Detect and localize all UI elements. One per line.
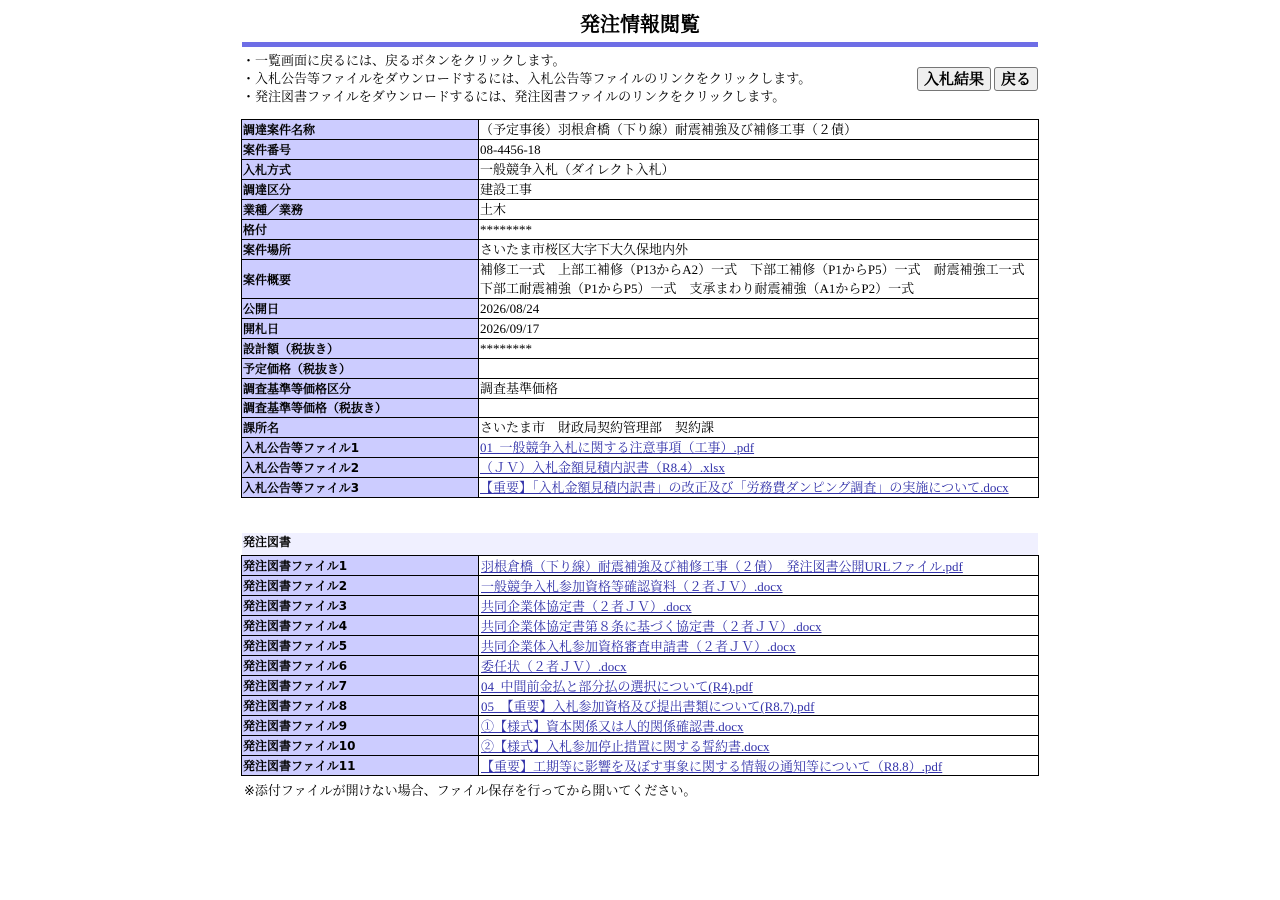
- field-value: 08-4456-18: [479, 140, 1039, 160]
- field-label: 発注図書ファイル9: [242, 716, 479, 736]
- details-table: [241, 119, 1039, 498]
- field-label: 調達案件名称: [242, 120, 479, 140]
- drawing-file-link[interactable]: 【重要】工期等に影響を及ぼす事象に関する情報の通知等について（R8.8）.pdf: [481, 759, 943, 775]
- field-value: [479, 260, 1039, 299]
- drawing-file-link[interactable]: 共同企業体協定書（２者ＪＶ）.docx: [481, 599, 692, 615]
- page-title: 発注情報閲覧: [580, 12, 700, 36]
- field-label: 入札方式: [242, 160, 479, 180]
- field-label: 設計額（税抜き）: [242, 339, 479, 359]
- drawings-table: [241, 555, 1039, 776]
- notice-file-link[interactable]: （ＪＶ）入札金額見積内訳書（R8.4）.xlsx: [480, 460, 725, 476]
- detail-row-design-amount: [242, 339, 1039, 359]
- field-label: 発注図書ファイル11: [242, 756, 479, 776]
- field-value: [479, 636, 1039, 656]
- detail-row-survey-price-category: [242, 378, 1039, 398]
- field-value: [479, 398, 1039, 418]
- drawing-file-row: [242, 756, 1039, 776]
- drawing-file-row: [242, 616, 1039, 636]
- detail-row-procurement-category: [242, 180, 1039, 200]
- field-label: 入札公告等ファイル1: [242, 438, 479, 458]
- drawing-file-row: [242, 596, 1039, 616]
- detail-row-business-type: [242, 200, 1039, 220]
- field-label: 業種／業務: [242, 200, 479, 220]
- field-value: [479, 596, 1039, 616]
- detail-row-location: [242, 240, 1039, 260]
- field-value: [479, 576, 1039, 596]
- drawing-file-link[interactable]: ①【様式】資本関係又は人的関係確認書.docx: [481, 719, 744, 735]
- drawing-file-link[interactable]: ②【様式】入札参加停止措置に関する誓約書.docx: [481, 739, 770, 755]
- field-label: 案件概要: [242, 260, 479, 299]
- field-label: 発注図書ファイル1: [242, 556, 479, 576]
- field-label: 開札日: [242, 319, 479, 339]
- footer-note: ※添付ファイルが開けない場合、ファイル保存を行ってから開いてください。: [244, 784, 697, 800]
- field-value: [479, 438, 1039, 458]
- drawing-file-row: [242, 636, 1039, 656]
- summary-line: 下部工耐震補強（P1からP5）一式 支承まわり耐震補強（A1からP2）一式: [480, 281, 915, 296]
- field-label: 発注図書ファイル6: [242, 656, 479, 676]
- drawing-file-link[interactable]: 04_中間前金払と部分払の選択について(R4).pdf: [481, 679, 753, 695]
- field-value: 2026/09/17: [479, 319, 1039, 339]
- detail-row-survey-price: [242, 398, 1039, 418]
- field-value: [479, 756, 1039, 776]
- field-value: ********: [479, 339, 1039, 359]
- field-label: 入札公告等ファイル2: [242, 458, 479, 478]
- field-value: [479, 676, 1039, 696]
- field-value: 建設工事: [479, 180, 1039, 200]
- field-value: [479, 458, 1039, 478]
- instructions: [242, 53, 811, 107]
- field-label: 調達区分: [242, 180, 479, 200]
- field-value: [479, 716, 1039, 736]
- field-label: 案件場所: [242, 240, 479, 260]
- field-label: 発注図書ファイル4: [242, 616, 479, 636]
- drawing-file-row: [242, 576, 1039, 596]
- field-value: [479, 616, 1039, 636]
- bid-results-button[interactable]: 入札結果: [917, 67, 991, 91]
- instruction-line: ・入札公告等ファイルをダウンロードするには、入札公告等ファイルのリンクをクリックします。: [242, 72, 812, 87]
- detail-row-notice-file-2: [242, 458, 1039, 478]
- drawing-file-link[interactable]: 羽根倉橋（下り線）耐震補強及び補修工事（２債）_発注図書公開URLファイル.pdf: [481, 559, 963, 575]
- field-label: 調査基準等価格（税抜き）: [242, 398, 479, 418]
- drawing-file-row: [242, 716, 1039, 736]
- field-value: 一般競争入札（ダイレクト入札）: [479, 160, 1039, 180]
- field-label: 予定価格（税抜き）: [242, 359, 479, 379]
- field-label: 発注図書ファイル2: [242, 576, 479, 596]
- instruction-line: ・一覧画面に戻るには、戻るボタンをクリックします。: [242, 54, 566, 69]
- field-label: 発注図書ファイル10: [242, 736, 479, 756]
- field-label: 発注図書ファイル5: [242, 636, 479, 656]
- drawings-section-title: 発注図書: [242, 533, 1038, 555]
- drawing-file-link[interactable]: 共同企業体入札参加資格審査申請書（２者ＪＶ）.docx: [481, 639, 796, 655]
- field-value: さいたま市桜区大字下大久保地内外: [479, 240, 1039, 260]
- field-value: [479, 696, 1039, 716]
- notice-file-link[interactable]: 【重要】「入札金額見積内訳書」の改正及び「労務費ダンピング調査」の実施について.docx: [480, 480, 1009, 496]
- drawing-file-link[interactable]: 委任状（２者ＪＶ）.docx: [481, 659, 627, 675]
- field-value: （予定事後）羽根倉橋（下り線）耐震補強及び補修工事（２債）: [479, 120, 1039, 140]
- field-label: 公開日: [242, 299, 479, 319]
- detail-row-planned-price: [242, 359, 1039, 379]
- field-label: 格付: [242, 220, 479, 240]
- field-label: 発注図書ファイル3: [242, 596, 479, 616]
- summary-line: 補修工一式 上部工補修（P13からA2）一式 下部工補修（P1からP5）一式 耐震補強工一式: [480, 262, 1025, 277]
- field-label: 発注図書ファイル7: [242, 676, 479, 696]
- drawing-file-row: [242, 736, 1039, 756]
- notice-file-link[interactable]: 01_一般競争入札に関する注意事項（工事）.pdf: [480, 440, 755, 456]
- detail-row-summary: [242, 260, 1039, 299]
- drawing-file-link[interactable]: 共同企業体協定書第８条に基づく協定書（２者ＪＶ）.docx: [481, 619, 822, 635]
- detail-row-project-name: [242, 120, 1039, 140]
- drawing-file-link[interactable]: 一般競争入札参加資格等確認資料（２者ＪＶ）.docx: [481, 579, 783, 595]
- detail-row-publish-date: [242, 299, 1039, 319]
- instruction-line: ・発注図書ファイルをダウンロードするには、発注図書ファイルのリンクをクリックします。: [242, 90, 786, 105]
- field-value: 2026/08/24: [479, 299, 1039, 319]
- drawing-file-row: [242, 696, 1039, 716]
- instructions-area: [242, 47, 1038, 119]
- detail-row-notice-file-1: [242, 438, 1039, 458]
- drawing-file-row: [242, 656, 1039, 676]
- field-label: 課所名: [242, 418, 479, 438]
- detail-row-bid-method: [242, 160, 1039, 180]
- drawing-file-row: [242, 556, 1039, 576]
- field-value: [479, 359, 1039, 379]
- detail-row-department: [242, 418, 1039, 438]
- field-label: 調査基準等価格区分: [242, 378, 479, 398]
- field-value: ********: [479, 220, 1039, 240]
- field-value: [479, 656, 1039, 676]
- detail-row-notice-file-3: [242, 478, 1039, 498]
- drawing-file-row: [242, 676, 1039, 696]
- field-value: [479, 478, 1039, 498]
- field-value: さいたま市 財政局契約管理部 契約課: [479, 418, 1039, 438]
- field-label: 発注図書ファイル8: [242, 696, 479, 716]
- page-container: [242, 0, 1038, 799]
- action-buttons: [917, 67, 1038, 91]
- field-label: 案件番号: [242, 140, 479, 160]
- drawing-file-link[interactable]: 05_【重要】入札参加資格及び提出書類について(R8.7).pdf: [481, 699, 815, 715]
- field-value: 調査基準価格: [479, 378, 1039, 398]
- back-button[interactable]: 戻る: [994, 67, 1038, 91]
- detail-row-project-number: [242, 140, 1039, 160]
- field-label: 入札公告等ファイル3: [242, 478, 479, 498]
- field-value: 土木: [479, 200, 1039, 220]
- detail-row-opening-date: [242, 319, 1039, 339]
- detail-row-rating: [242, 220, 1039, 240]
- field-value: [479, 736, 1039, 756]
- field-value: [479, 556, 1039, 576]
